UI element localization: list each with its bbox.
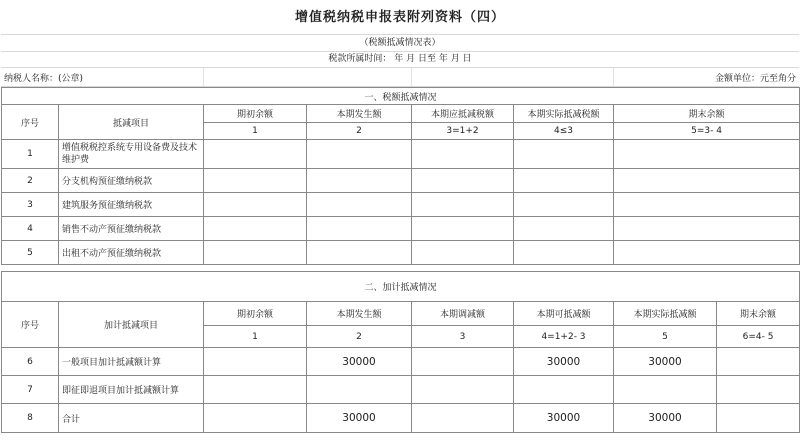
cell-opening[interactable] (204, 241, 307, 265)
table-row (2, 140, 800, 169)
cell-closing[interactable] (614, 140, 800, 169)
row-item: 增值税税控系统专用设备费及技术维护费 (59, 140, 204, 169)
col-code: 6=4- 5 (717, 326, 800, 348)
cell-current[interactable] (307, 376, 412, 404)
row-item: 合计 (59, 404, 204, 433)
col-header-current: 本期发生额 (307, 302, 412, 326)
cell-payable[interactable] (412, 193, 514, 217)
cell-current[interactable] (307, 169, 412, 193)
row-no: 7 (2, 376, 59, 404)
cell-deductible[interactable]: 30000 (514, 348, 614, 376)
col-code: 1 (204, 123, 307, 140)
cell-actual[interactable] (514, 193, 614, 217)
cell-closing[interactable] (717, 404, 800, 433)
table-row (2, 404, 800, 433)
cell-current[interactable] (307, 241, 412, 265)
col-code: 5 (614, 326, 717, 348)
row-no: 1 (2, 140, 59, 169)
table-row (2, 376, 800, 404)
grid-line (613, 68, 614, 86)
cell-reduction[interactable] (412, 348, 514, 376)
col-header-item: 抵减项目 (59, 105, 204, 140)
cell-closing[interactable] (614, 217, 800, 241)
col-header-no: 序号 (2, 302, 59, 348)
table-row (2, 348, 800, 376)
row-no: 8 (2, 404, 59, 433)
cell-actual[interactable] (514, 217, 614, 241)
cell-payable[interactable] (412, 241, 514, 265)
col-header-no: 序号 (2, 105, 59, 140)
row-item: 一般项目加计抵减额计算 (59, 348, 204, 376)
cell-payable[interactable] (412, 140, 514, 169)
cell-deductible[interactable]: 30000 (514, 404, 614, 433)
amount-unit-label: 金额单位：元至角分 (714, 74, 796, 84)
col-code: 4=1+2- 3 (514, 326, 614, 348)
cell-closing[interactable] (614, 169, 800, 193)
cell-current[interactable]: 30000 (307, 348, 412, 376)
cell-opening[interactable] (204, 217, 307, 241)
grid-line (411, 68, 412, 86)
col-header-current: 本期发生额 (307, 105, 412, 123)
col-code: 1 (204, 326, 307, 348)
table-row (2, 241, 800, 265)
cell-reduction[interactable] (412, 404, 514, 433)
taxpayer-name-label: 纳税人名称：(公章) (4, 74, 84, 84)
col-header-closing: 期末余额 (614, 105, 800, 123)
cell-opening[interactable] (204, 140, 307, 169)
cell-opening[interactable] (204, 193, 307, 217)
cell-payable[interactable] (412, 217, 514, 241)
row-no: 6 (2, 348, 59, 376)
cell-opening[interactable] (204, 376, 307, 404)
cell-opening[interactable] (204, 404, 307, 433)
cell-reduction[interactable] (412, 376, 514, 404)
col-header-closing: 期末余额 (717, 302, 800, 326)
cell-current[interactable]: 30000 (307, 404, 412, 433)
tax-period: 税款所属时间： 年 月 日至 年 月 日 (1, 52, 799, 68)
tax-deduction-table (1, 87, 800, 265)
cell-actual[interactable] (614, 376, 717, 404)
col-code: 3=1+2 (412, 123, 514, 140)
form-subtitle: （税额抵减情况表） (1, 35, 799, 52)
col-header-actual: 本期实际抵减税额 (514, 105, 614, 123)
cell-opening[interactable] (204, 169, 307, 193)
col-header-payable: 本期应抵减税额 (412, 105, 514, 123)
cell-actual[interactable] (514, 140, 614, 169)
cell-closing[interactable] (717, 348, 800, 376)
table-row (2, 193, 800, 217)
cell-current[interactable] (307, 193, 412, 217)
row-item: 销售不动产预征缴纳税款 (59, 217, 204, 241)
cell-actual[interactable] (514, 169, 614, 193)
cell-actual[interactable]: 30000 (614, 404, 717, 433)
row-no: 3 (2, 193, 59, 217)
col-header-opening: 期初余额 (204, 105, 307, 123)
cell-closing[interactable] (614, 193, 800, 217)
row-no: 4 (2, 217, 59, 241)
row-no: 2 (2, 169, 59, 193)
row-item: 分支机构预征缴纳税款 (59, 169, 204, 193)
taxpayer-row (1, 68, 799, 87)
cell-payable[interactable] (412, 169, 514, 193)
cell-opening[interactable] (204, 348, 307, 376)
row-item: 即征即退项目加计抵减额计算 (59, 376, 204, 404)
cell-closing[interactable] (717, 376, 800, 404)
form-sheet (1, 1, 799, 438)
grid-line (203, 68, 204, 86)
cell-actual[interactable]: 30000 (614, 348, 717, 376)
col-header-deductible: 本期可抵减额 (514, 302, 614, 326)
col-code: 3 (412, 326, 514, 348)
table-row (2, 169, 800, 193)
col-header-reduction: 本期调减额 (412, 302, 514, 326)
col-header-actual: 本期实际抵减额 (614, 302, 717, 326)
section1-title: 一、税额抵减情况 (2, 88, 800, 105)
col-code: 5=3- 4 (614, 123, 800, 140)
row-item: 出租不动产预征缴纳税款 (59, 241, 204, 265)
col-code: 4≤3 (514, 123, 614, 140)
row-no: 5 (2, 241, 59, 265)
section2-title: 二、加计抵减情况 (2, 272, 800, 302)
col-code: 2 (307, 123, 412, 140)
cell-current[interactable] (307, 217, 412, 241)
cell-current[interactable] (307, 140, 412, 169)
super-deduction-table (1, 271, 800, 433)
cell-actual[interactable] (514, 241, 614, 265)
table-row (2, 217, 800, 241)
col-header-opening: 期初余额 (204, 302, 307, 326)
form-title: 增值税纳税申报表附列资料（四） (1, 1, 799, 35)
cell-closing[interactable] (614, 241, 800, 265)
col-code: 2 (307, 326, 412, 348)
col-header-item: 加计抵减项目 (59, 302, 204, 348)
row-item: 建筑服务预征缴纳税款 (59, 193, 204, 217)
cell-deductible[interactable] (514, 376, 614, 404)
